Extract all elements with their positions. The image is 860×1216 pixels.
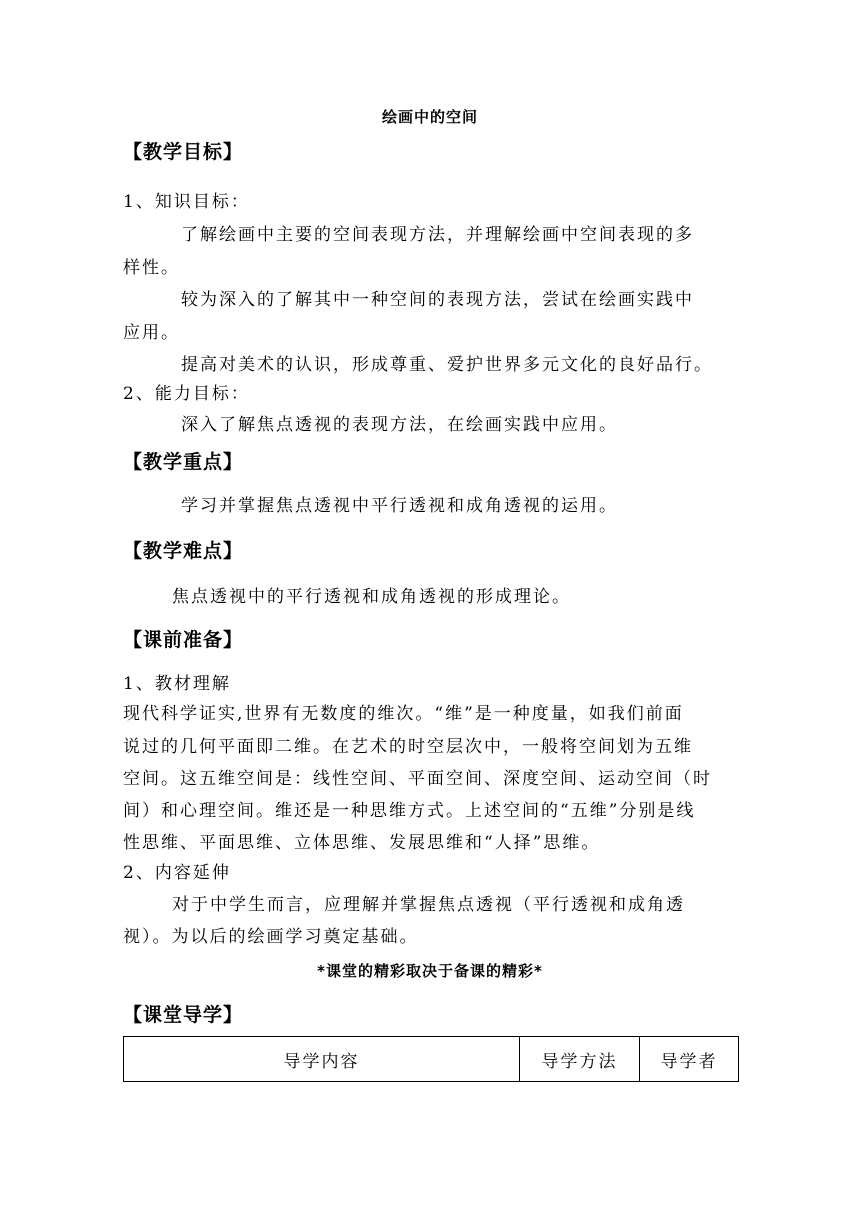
guide-table-header-row: [124, 1037, 739, 1082]
preparation-paragraph-line-1: 现代科学证实,世界有无数度的维次。“维”是一种度量，如我们前面: [123, 704, 684, 724]
textbook-understanding-label: 1、教材理解: [123, 674, 231, 694]
knowledge-objective-label: 1、知识目标：: [123, 192, 250, 212]
ability-objective-label: 2、能力目标：: [123, 384, 250, 404]
preparation-paragraph-line-3: 空间。这五维空间是：线性空间、平面空间、深度空间、运动空间（时: [123, 769, 712, 789]
knowledge-objective-1-line-2: 样性。: [123, 258, 180, 278]
extension-paragraph-line-2: 视）。为以后的绘画学习奠定基础。: [123, 927, 419, 947]
extension-paragraph-line-1: 对于中学生而言，应理解并掌握焦点透视（平行透视和成角透: [172, 895, 685, 915]
preparation-paragraph-line-5: 性思维、平面思维、立体思维、发展思维和“人择”思维。: [123, 833, 601, 853]
section-header-preparation: 【课前准备】: [123, 629, 244, 651]
guide-column-content: 导学内容: [124, 1037, 520, 1082]
guide-column-method: 导学方法: [520, 1037, 640, 1082]
guide-table: [123, 1036, 739, 1082]
guide-column-guider: 导学者: [640, 1037, 739, 1082]
difficulties-text: 焦点透视中的平行透视和成角透视的形成理论。: [172, 587, 571, 607]
motto-text: *课堂的精彩取决于备课的精彩*: [317, 962, 543, 980]
knowledge-objective-2-line-1: 较为深入的了解其中一种空间的表现方法，尝试在绘画实践中: [181, 290, 694, 310]
key-points-text: 学习并掌握焦点透视中平行透视和成角透视的运用。: [181, 496, 618, 516]
knowledge-objective-1-line-1: 了解绘画中主要的空间表现方法，并理解绘画中空间表现的多: [181, 225, 694, 245]
document-title: 绘画中的空间: [381, 108, 478, 126]
ability-objective-1: 深入了解焦点透视的表现方法，在绘画实践中应用。: [181, 415, 618, 435]
section-header-objectives: 【教学目标】: [123, 141, 244, 163]
preparation-paragraph-line-2: 说过的几何平面即二维。在艺术的时空层次中，一般将空间划为五维: [123, 737, 693, 757]
knowledge-objective-3: 提高对美术的认识，形成尊重、爱护世界多元文化的良好品行。: [181, 355, 713, 375]
section-header-key-points: 【教学重点】: [123, 451, 244, 473]
content-extension-label: 2、内容延伸: [123, 863, 231, 883]
section-header-difficulties: 【教学难点】: [123, 540, 244, 562]
knowledge-objective-2-line-2: 应用。: [123, 323, 180, 343]
preparation-paragraph-line-4: 间）和心理空间。维还是一种思维方式。上述空间的“五维”分别是线: [123, 801, 696, 821]
section-header-guide: 【课堂导学】: [123, 1004, 244, 1026]
